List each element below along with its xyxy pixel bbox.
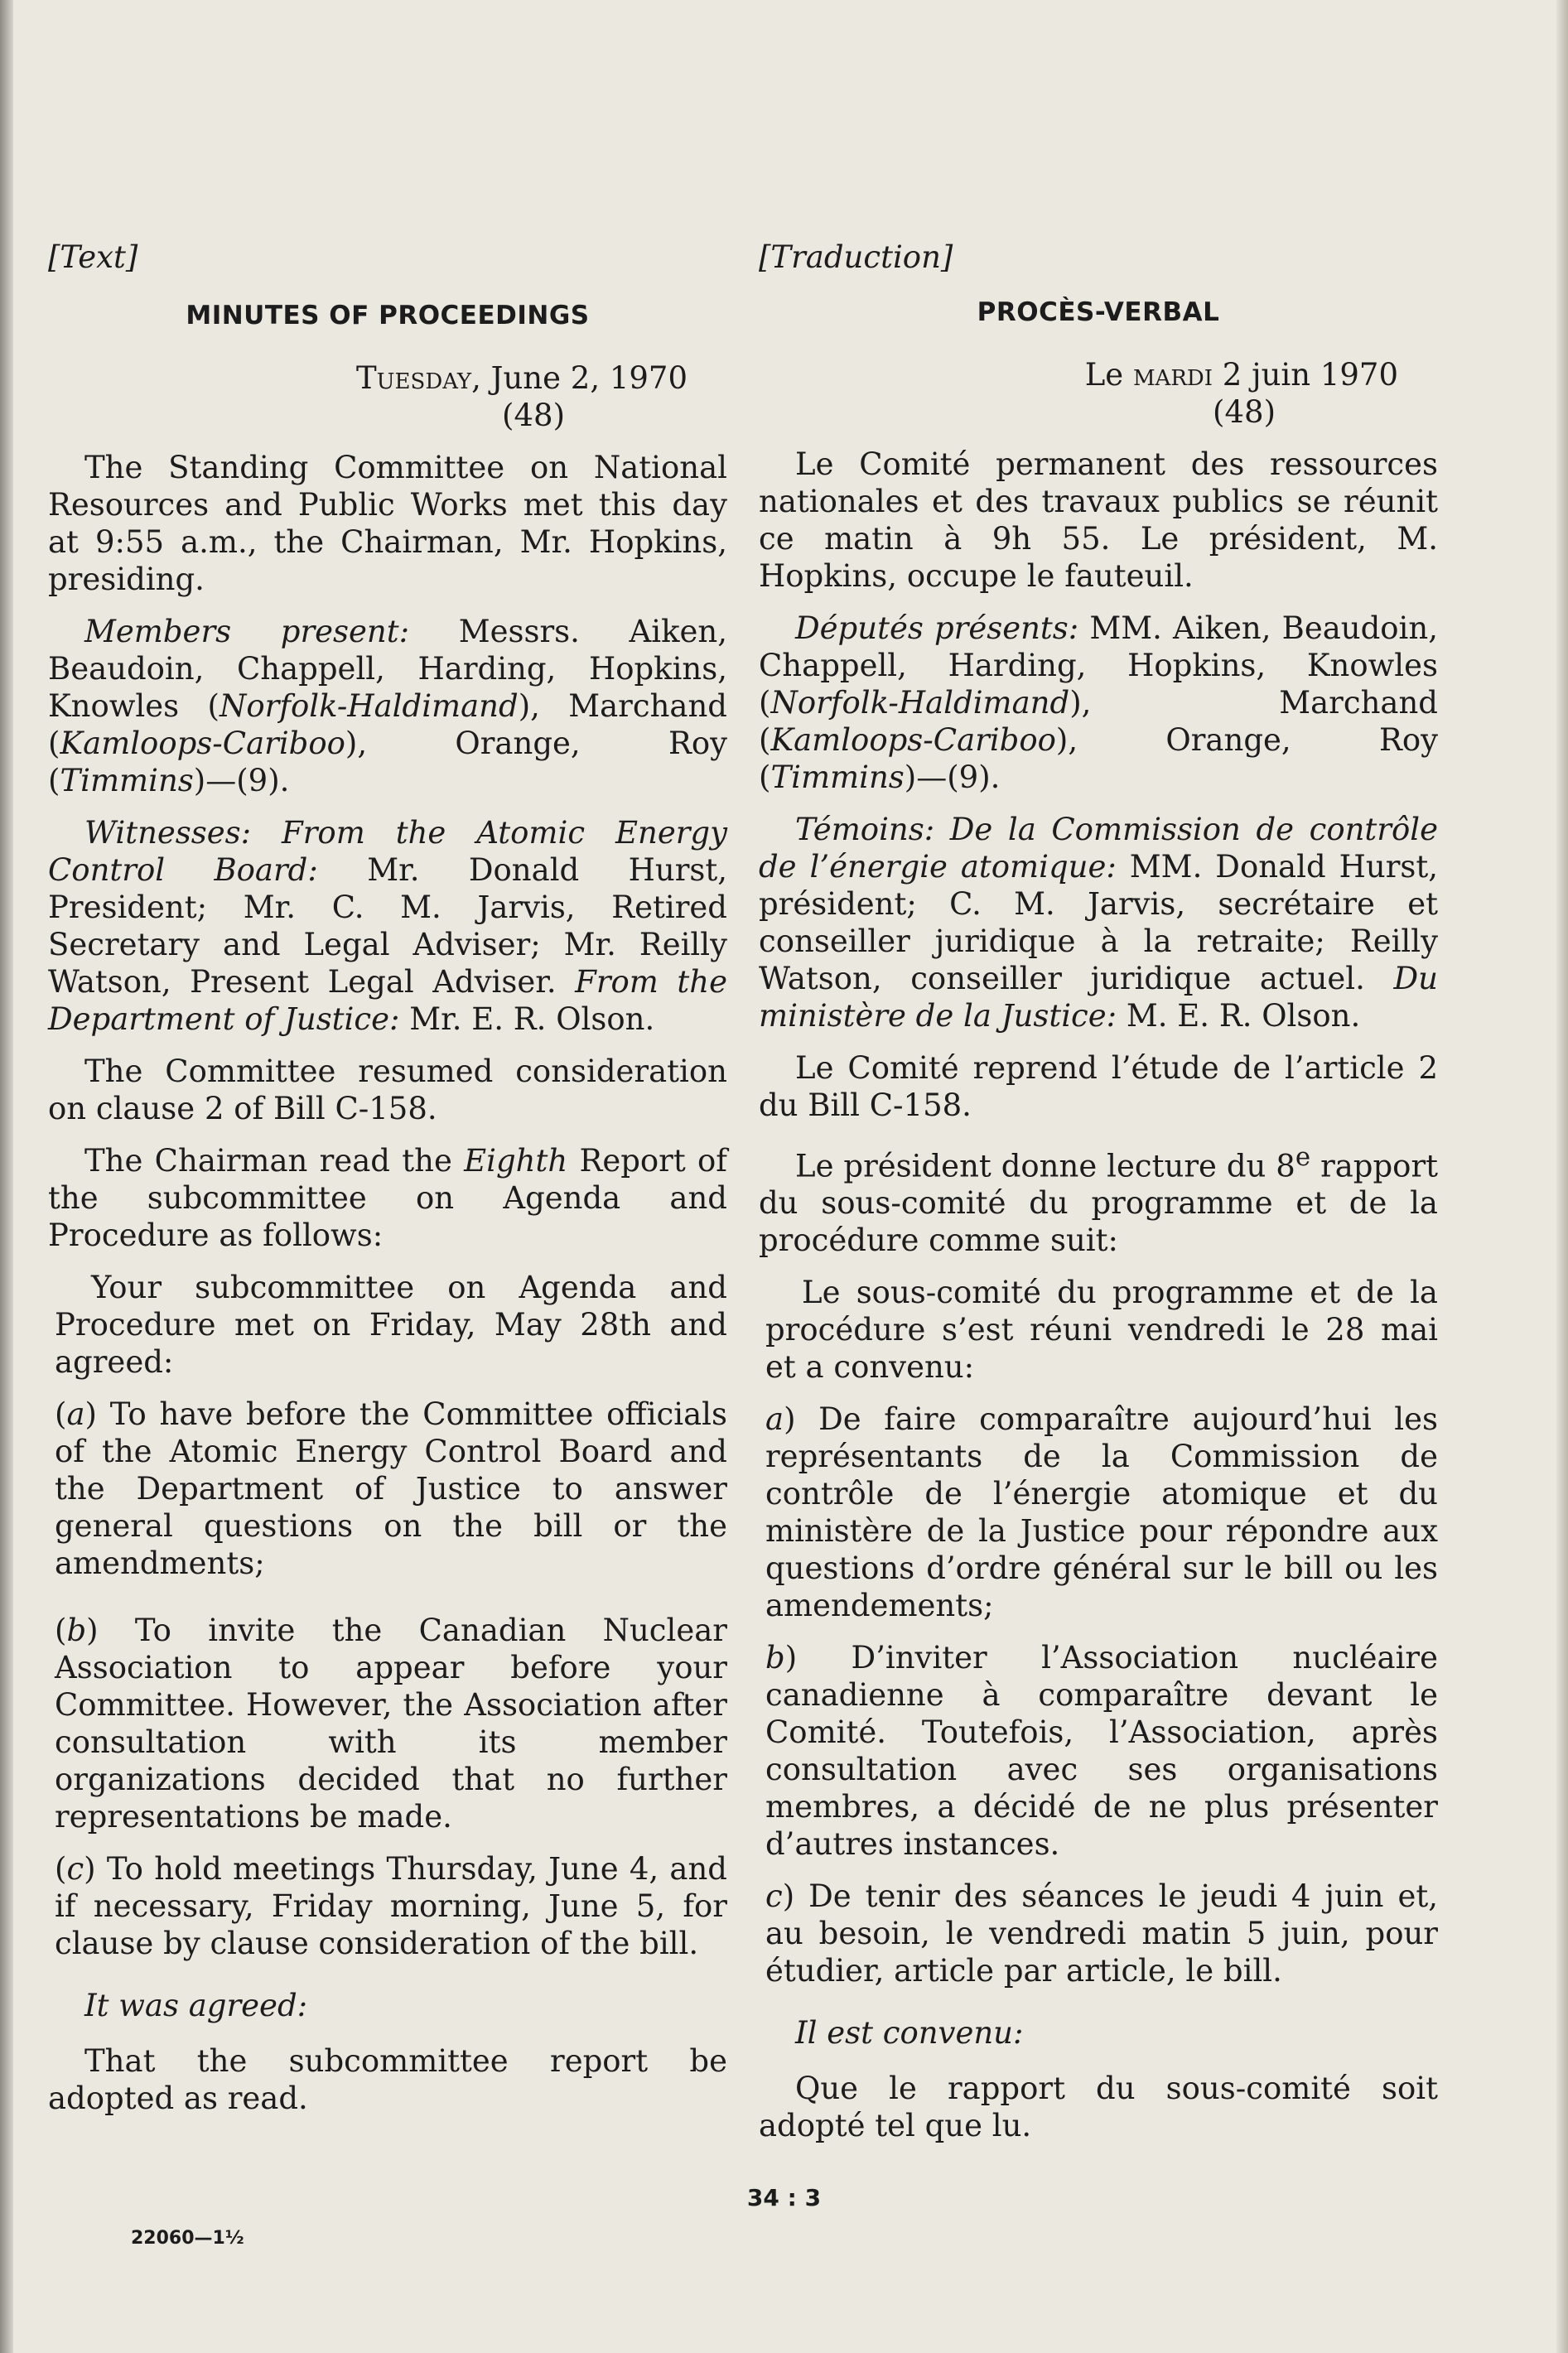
members-text-c: ), Orange, Roy ( [759, 722, 1438, 795]
report-ordinal: Eighth [464, 1143, 568, 1179]
members-text-a: MM. Aiken, Beaudoin, Chappell, Harding, Hopkins, Knowles ( [759, 610, 1438, 721]
members-text-c: ), Orange, Roy ( [48, 726, 727, 798]
meeting-date [48, 359, 727, 397]
report-text-a: The Chairman read the [84, 1143, 452, 1179]
subcommittee-intro: Your subcommittee on Agenda and Procedure met on Friday, May 28th and agreed: [55, 1270, 727, 1380]
item-b: (b) To invite the Canadian Nuclear Association to appear before your Committee. However, the Association after consultation with its member organizations decided that no further representations be made. [55, 1613, 727, 1835]
members-text-b: ), Marchand ( [48, 688, 727, 761]
opening-paragraph: The Standing Committee on National Resources and Public Works met this day at 9:55 a.m., the Chairman, Mr. Hopkins, presiding. [48, 450, 727, 597]
riding-1: Norfolk-Haldimand [770, 685, 1070, 721]
item-b-label: b [66, 1613, 87, 1648]
riding-3: Timmins [60, 763, 194, 798]
witnesses-text-b: Mr. E. R. Olson. [409, 1001, 655, 1037]
item-b-label: b [765, 1640, 785, 1676]
resolution: Que le rapport du sous-comité soit adopté tel que lu. [759, 2071, 1438, 2144]
item-b-text: D’inviter l’Association nucléaire canadienne à comparaître devant le Comité. Toutefois, l’Association, après consultation avec ses organisations membres, a décidé de ne plus présenter d’autres instances. [765, 1640, 1438, 1863]
witnesses [48, 814, 727, 1038]
report-paragraph [759, 1139, 1438, 1259]
item-a: a) De faire comparaître aujourd’hui les représentants de la Commission de contrôle de l’énergie atomique et du ministère de la Justice pour répondre aux questions d’ordre général sur le bill ou les amendements; [765, 1401, 1438, 1624]
item-a-text: To have before the Committee officials of the Atomic Energy Control Board and the Department of Justice to answer general questions on the bill or the amendments; [55, 1396, 727, 1581]
item-a-label: a [66, 1396, 85, 1432]
item-c: (c) To hold meetings Thursday, June 4, and if necessary, Friday morning, June 5, for clause by clause consideration of the bill. [55, 1851, 727, 1961]
date-rest: 2 juin 1970 [1222, 357, 1398, 393]
text-tag: [Text] [48, 239, 138, 275]
date-rest: June 2, 1970 [490, 360, 688, 396]
date-day: mardi [1132, 357, 1213, 393]
members-text-d: )—(9). [193, 763, 290, 798]
opening-paragraph: Le Comité permanent des ressources nationales et des travaux publics se réunit ce matin à 9h 55. Le président, M. Hopkins, occupe le fauteuil. [759, 446, 1438, 594]
item-b: b) D’inviter l’Association nucléaire canadienne à comparaître devant le Comité. Toutefois, l’Association, après consultation avec ses organisations membres, a décidé de ne plus présenter d’autres instances. [765, 1640, 1438, 1863]
item-a-label: a [765, 1401, 784, 1438]
date-le: Le [1084, 357, 1124, 393]
report-text-a: Le président donne lecture du 8 [795, 1148, 1295, 1184]
page-title: PROCÈS-VERBAL [977, 297, 1220, 327]
french-column [759, 239, 1438, 2144]
report-text-b: rapport du sous-comité du programme et de la procédure comme suit: [759, 1148, 1439, 1259]
resumed-paragraph: The Committee resumed consideration on clause 2 of Bill C-158. [48, 1054, 727, 1126]
witnesses-text-a: MM. Donald Hurst, président; C. M. Jarvis, secrétaire et conseiller juridique à la retraite; Reilly Watson, conseiller juridique actuel. [759, 849, 1438, 996]
page-edge-shadow [1556, 0, 1568, 2353]
meeting-number: (48) [502, 398, 565, 433]
report-text-b: Report of the subcommittee on Agenda and Procedure as follows: [48, 1143, 727, 1253]
text-tag: [Traduction] [759, 239, 953, 275]
report-paragraph [48, 1142, 727, 1254]
riding-3: Timmins [770, 759, 905, 795]
riding-1: Norfolk-Haldimand [219, 688, 519, 724]
report-superscript: e [1295, 1142, 1311, 1172]
item-c-label: c [66, 1851, 84, 1887]
witnesses-text-a: Mr. Donald Hurst, President; Mr. C. M. Jarvis, Retired Secretary and Legal Adviser; Mr. Reilly Watson, Present Legal Adviser. [48, 852, 727, 1000]
members-text-d: )—(9). [904, 759, 1001, 795]
subcommittee-intro: Le sous-comité du programme et de la procédure s’est réuni vendredi le 28 mai et a convenu: [765, 1275, 1438, 1386]
item-c-text: To hold meetings Thursday, June 4, and if necessary, Friday morning, June 5, for clause by clause consideration of the bill. [55, 1851, 727, 1961]
item-c-text: De tenir des séances le jeudi 4 juin et, au besoin, le vendredi matin 5 juin, pour étudier, article par article, le bill. [765, 1878, 1438, 1989]
resolution: That the subcommittee report be adopted as read. [48, 2043, 727, 2116]
item-a-text: De faire comparaître aujourd’hui les représentants de la Commission de contrôle de l’énergie atomique et du ministère de la Justice pour répondre aux questions d’ordre général sur le bill ou les amendements; [765, 1401, 1438, 1624]
witnesses-label: Témoins: De la Commission de contrôle de l’énergie atomique: [759, 812, 1438, 885]
members-text-b: ), Marchand ( [759, 685, 1438, 758]
agreed-label: It was agreed: [84, 1988, 308, 2023]
item-c: c) De tenir des séances le jeudi 4 juin et, au besoin, le vendredi matin 5 juin, pour étudier, article par article, le bill. [765, 1878, 1438, 1989]
print-code: 22060—1½ [131, 2228, 244, 2249]
resumed-paragraph: Le Comité reprend l’étude de l’article 2 du Bill C-158. [759, 1050, 1438, 1123]
english-column [48, 239, 727, 2117]
members-label: Députés présents: [795, 610, 1079, 646]
item-b-text: To invite the Canadian Nuclear Association to appear before your Committee. However, the Association after consultation with its member organizations decided that no further representations be made. [55, 1613, 727, 1835]
item-a: (a) To have before the Committee officials of the Atomic Energy Control Board and the Department of Justice to answer general questions on the bill or the amendments; [55, 1396, 727, 1581]
page-number: 34 : 3 [746, 2184, 822, 2211]
riding-2: Kamloops-Cariboo [60, 726, 345, 761]
page-title: MINUTES OF PROCEEDINGS [186, 301, 590, 330]
witnesses-label-2: From the Department of Justice: [48, 964, 727, 1037]
meeting-date [759, 356, 1438, 393]
agreed-label: Il est convenu: [795, 2015, 1024, 2052]
meeting-number: (48) [1213, 394, 1276, 430]
members-present [759, 610, 1438, 796]
witnesses-text-b: M. E. R. Olson. [1126, 998, 1361, 1034]
item-c-label: c [765, 1878, 783, 1915]
witnesses [759, 811, 1438, 1034]
date-day: Tuesday, [355, 360, 481, 396]
members-text-a: Messrs. Aiken, Beaudoin, Chappell, Harding, Hopkins, Knowles ( [48, 614, 728, 724]
page-spine-shadow [0, 0, 13, 2353]
members-label: Members present: [84, 614, 410, 649]
witnesses-label: Witnesses: From the Atomic Energy Control Board: [48, 815, 727, 888]
witnesses-label-2: Du ministère de la Justice: [759, 961, 1438, 1034]
riding-2: Kamloops-Cariboo [770, 722, 1056, 758]
members-present [48, 613, 727, 799]
